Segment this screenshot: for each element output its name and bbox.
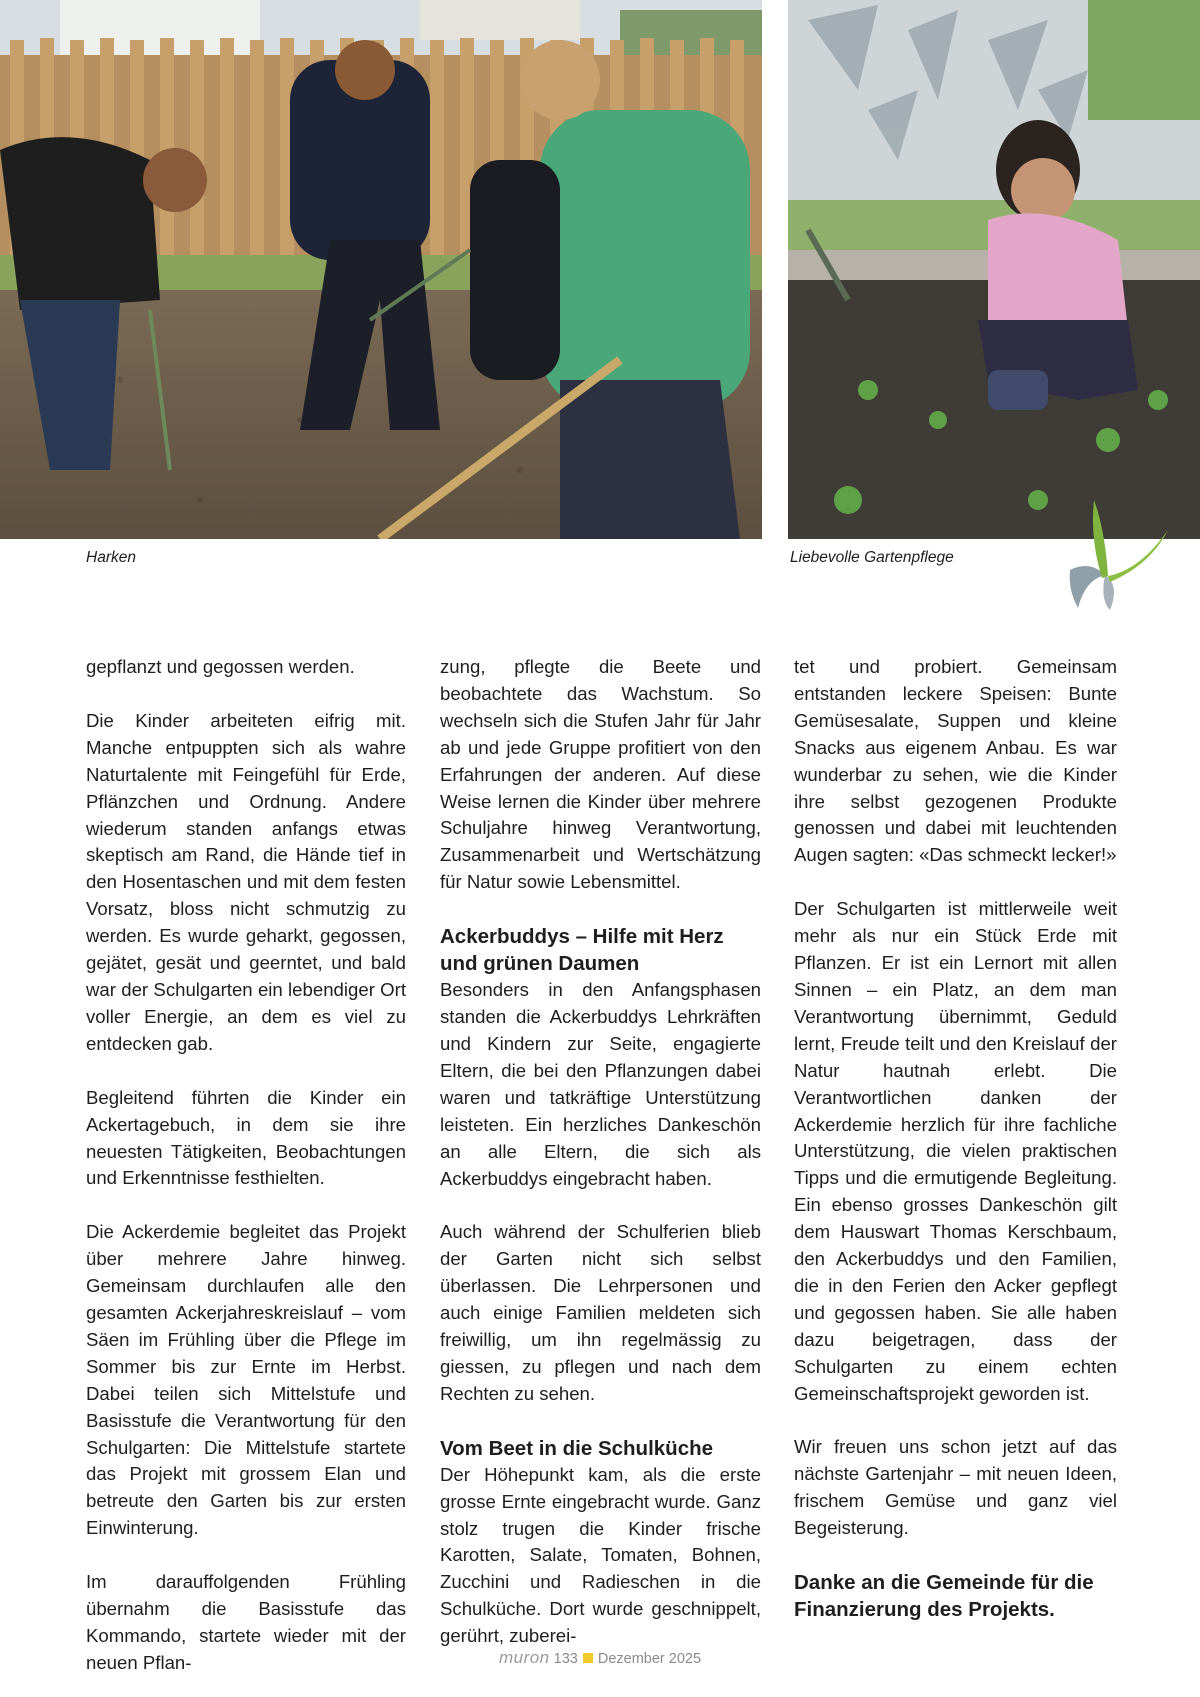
issue-date: Dezember 2025: [597, 1651, 702, 1667]
paragraph: gepflanzt und gegossen werden.: [86, 656, 355, 677]
text-column-3: [794, 654, 1117, 1623]
paragraph: Besonders in den Anfangsphasen standen die Ackerbuddys Lehrkräften und Kindern zur Seite, engagierte Eltern, die bei den Pflanzungen dabei waren und tatkräftige Unterstützung leisteten. Ein herzliches Dankeschön an alle Eltern, die sich als Ackerbuddys eingebracht haben.: [440, 979, 761, 1189]
paragraph: Im darauffolgenden Frühling übernahm die Basisstufe das Kommando, startete wieder mit der neuen Pflan-: [86, 1571, 406, 1673]
paragraph: zung, pflegte die Beete und beobachtete das Wachstum. So wechseln sich die Stufen Jahr für Jahr ab und jede Gruppe profitiert von den Erfahrungen der anderen. Auf diese Weise lernen die Kinder über mehrere Schuljahre hinweg Verantwortung, Zusammenarbeit und Wertschätzung für Natur sowie Lebensmittel.: [440, 656, 761, 893]
photo-garden-care-illustration: [788, 0, 1200, 539]
paragraph: tet und probiert. Gemeinsam entstanden leckere Speisen: Bunte Gemüsesalate, Suppen und kleine Snacks aus eigenem Anbau. Es war wunderbar zu sehen, wie die Kinder ihre selbst gezogenen Produkte genossen und dabei mit leuchtenden Augen sagten: «Das schmeckt lecker!»: [794, 656, 1117, 866]
paragraph: Wir freuen uns schon jetzt auf das nächste Gartenjahr – mit neuen Ideen, frischem Gemüse und ganz viel Begeisterung.: [794, 1436, 1117, 1539]
caption-raking: Harken: [86, 549, 136, 566]
paragraph: Der Höhepunkt kam, als die erste grosse Ernte eingebracht wurde. Ganz stolz trugen die Kinder frische Karotten, Salate, Tomaten, Bohnen, Zucchini und Radieschen in die Schulküche. Dort wurde geschnippelt, gerührt, zuberei-: [440, 1463, 761, 1647]
page-footer: [0, 1648, 1200, 1668]
paragraph: Die Kinder arbeiteten eifrig mit. Manche entpuppten sich als wahre Naturtalente mit Feingefühl für Erde, Pflänzchen und Ordnung. Andere wiederum standen anfangs etwas skeptisch am Rand, die Hände tief in den Hosentaschen und mit dem festen Vorsatz, bloss nicht schmutzig zu werden. Es wurde geharkt, gegossen, gejätet, gesät und geerntet, und bald war der Schulgarten ein lebendiger Ort voller Energie, an dem es viel zu entdecken gab.: [86, 709, 406, 1054]
magazine-brand: muron: [498, 1648, 550, 1667]
accent-square-icon: [583, 1653, 593, 1663]
sprout-icon: [1050, 490, 1170, 620]
caption-garden-care: Liebevolle Gartenpflege: [790, 549, 954, 566]
paragraph: Die Ackerdemie begleitet das Projekt über mehrere Jahre hinweg. Gemeinsam durchlaufen alle den gesamten Ackerjahreskreislauf – vom Säen im Frühling über die Pflege im Sommer bis zur Ernte im Herbst. Dabei teilen sich Mittelstufe und Basisstufe die Verantwortung für den Schulgarten: Die Mittelstufe startete das Projekt mit grossem Elan und betreute den Garten bis zur ersten Einwinterung.: [86, 1221, 406, 1539]
photo-raking: [0, 0, 762, 539]
closing-heading: Danke an die Gemeinde für die Finanzierung des Projekts.: [794, 1571, 1094, 1622]
paragraph: Der Schulgarten ist mittlerweile weit mehr als nur ein Stück Erde mit Pflanzen. Er ist ein Lernort mit allen Sinnen – ein Platz, an dem man Verantwortung übernimmt, Geduld lernt, Freude teilt und den Kreislauf der Natur hautnah erlebt. Die Verantwortlichen danken der Ackerdemie herzlich für ihre fachliche Unterstützung, die vielen praktischen Tipps und die ermutigende Begleitung. Ein ebenso grosses Dankeschön gilt dem Hauswart Thomas Kerschbaum, den Ackerbuddys und den Familien, die in den Ferien den Acker gepflegt und gegossen haben. Sie alle haben dazu beigetragen, dass der Schulgarten zu einem echten Gemeinschaftsprojekt geworden ist.: [794, 898, 1117, 1404]
issue-number: 133: [553, 1651, 578, 1667]
paragraph: Auch während der Schulferien blieb der Garten nicht sich selbst überlassen. Die Lehrpersonen und auch einige Familien meldeten sich freiwillig, um ihn regelmässig zu giessen, zu pflegen und nach dem Rechten zu sehen.: [440, 1221, 761, 1404]
section-heading: Vom Beet in die Schulküche: [440, 1436, 714, 1460]
section-heading: Ackerbuddys – Hilfe mit Herz und grünen Daumen: [440, 925, 724, 976]
photo-garden-care: [788, 0, 1200, 539]
text-column-2: [440, 654, 761, 1650]
photo-raking-illustration: [0, 0, 762, 539]
text-column-1: [86, 654, 406, 1677]
paragraph: Begleitend führten die Kinder ein Ackertagebuch, in dem sie ihre neuesten Tätigkeiten, Beobachtungen und Erkenntnisse festhielten.: [86, 1086, 406, 1189]
